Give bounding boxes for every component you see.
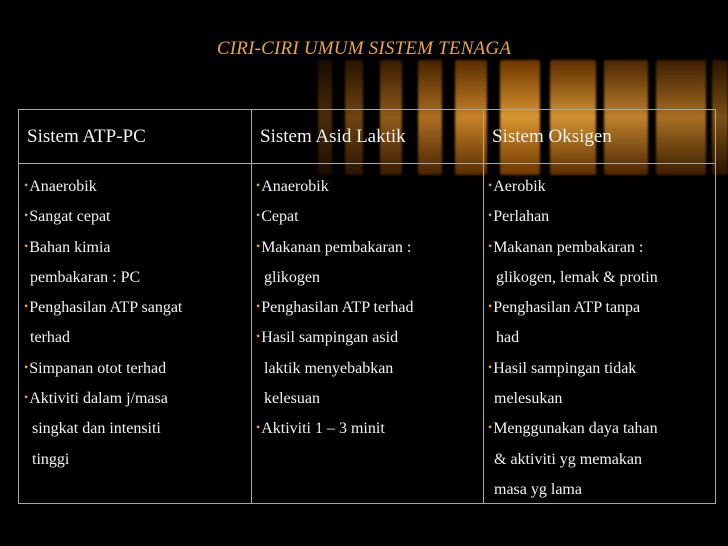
list-item: •Sangat cepat [24,208,111,226]
list-item: •Aktiviti dalam j/masa [24,390,168,408]
header-divider [19,163,715,164]
list-item: •Simpanan otot terhad [24,359,167,377]
list-item: •Hasil sampingan asid [256,329,399,347]
list-item: •Bahan kimia [24,238,111,256]
energy-systems-table [18,109,716,504]
list-item: •Perlahan [488,208,550,226]
list-item: & aktiviti yg memakan [494,450,642,468]
list-item: had [496,329,520,347]
list-item: •Penghasilan ATP tanpa [488,299,641,317]
list-item: •Cepat [256,208,299,226]
list-item: kelesuan [264,390,320,408]
list-item: tinggi [32,450,70,468]
slide-title: CIRI-CIRI UMUM SISTEM TENAGA [216,38,512,59]
column-oksigen [488,171,658,504]
list-item: glikogen, lemak & protin [496,268,658,286]
list-item: pembakaran : PC [30,268,141,286]
list-item: masa yg lama [494,480,582,498]
list-item: •Aktiviti 1 – 3 minit [256,420,385,438]
column-header-oksigen: Sistem Oksigen [492,125,612,147]
list-item: •Anaerobik [24,178,97,195]
list-item: •Anaerobik [256,178,329,195]
column-divider [483,110,484,503]
column-atp-pc [24,171,182,474]
list-item: terhad [30,329,70,347]
list-item: singkat dan intensiti [32,420,161,438]
column-asid-laktik [256,171,413,444]
list-item: •Penghasilan ATP sangat [24,299,183,317]
list-item: •Menggunakan daya tahan [488,420,658,438]
list-item: •Hasil sampingan tidak [488,359,637,377]
list-item: glikogen [264,268,320,286]
list-item: •Penghasilan ATP terhad [256,299,414,317]
list-item: •Makanan pembakaran : [256,238,412,256]
list-item: melesukan [494,390,563,408]
column-header-asid-laktik: Sistem Asid Laktik [260,125,406,147]
column-divider [251,110,252,503]
column-header-atp-pc: Sistem ATP-PC [27,125,146,147]
list-item: •Makanan pembakaran : [488,238,644,256]
list-item: laktik menyebabkan [264,359,394,377]
list-item: •Aerobik [488,178,546,195]
